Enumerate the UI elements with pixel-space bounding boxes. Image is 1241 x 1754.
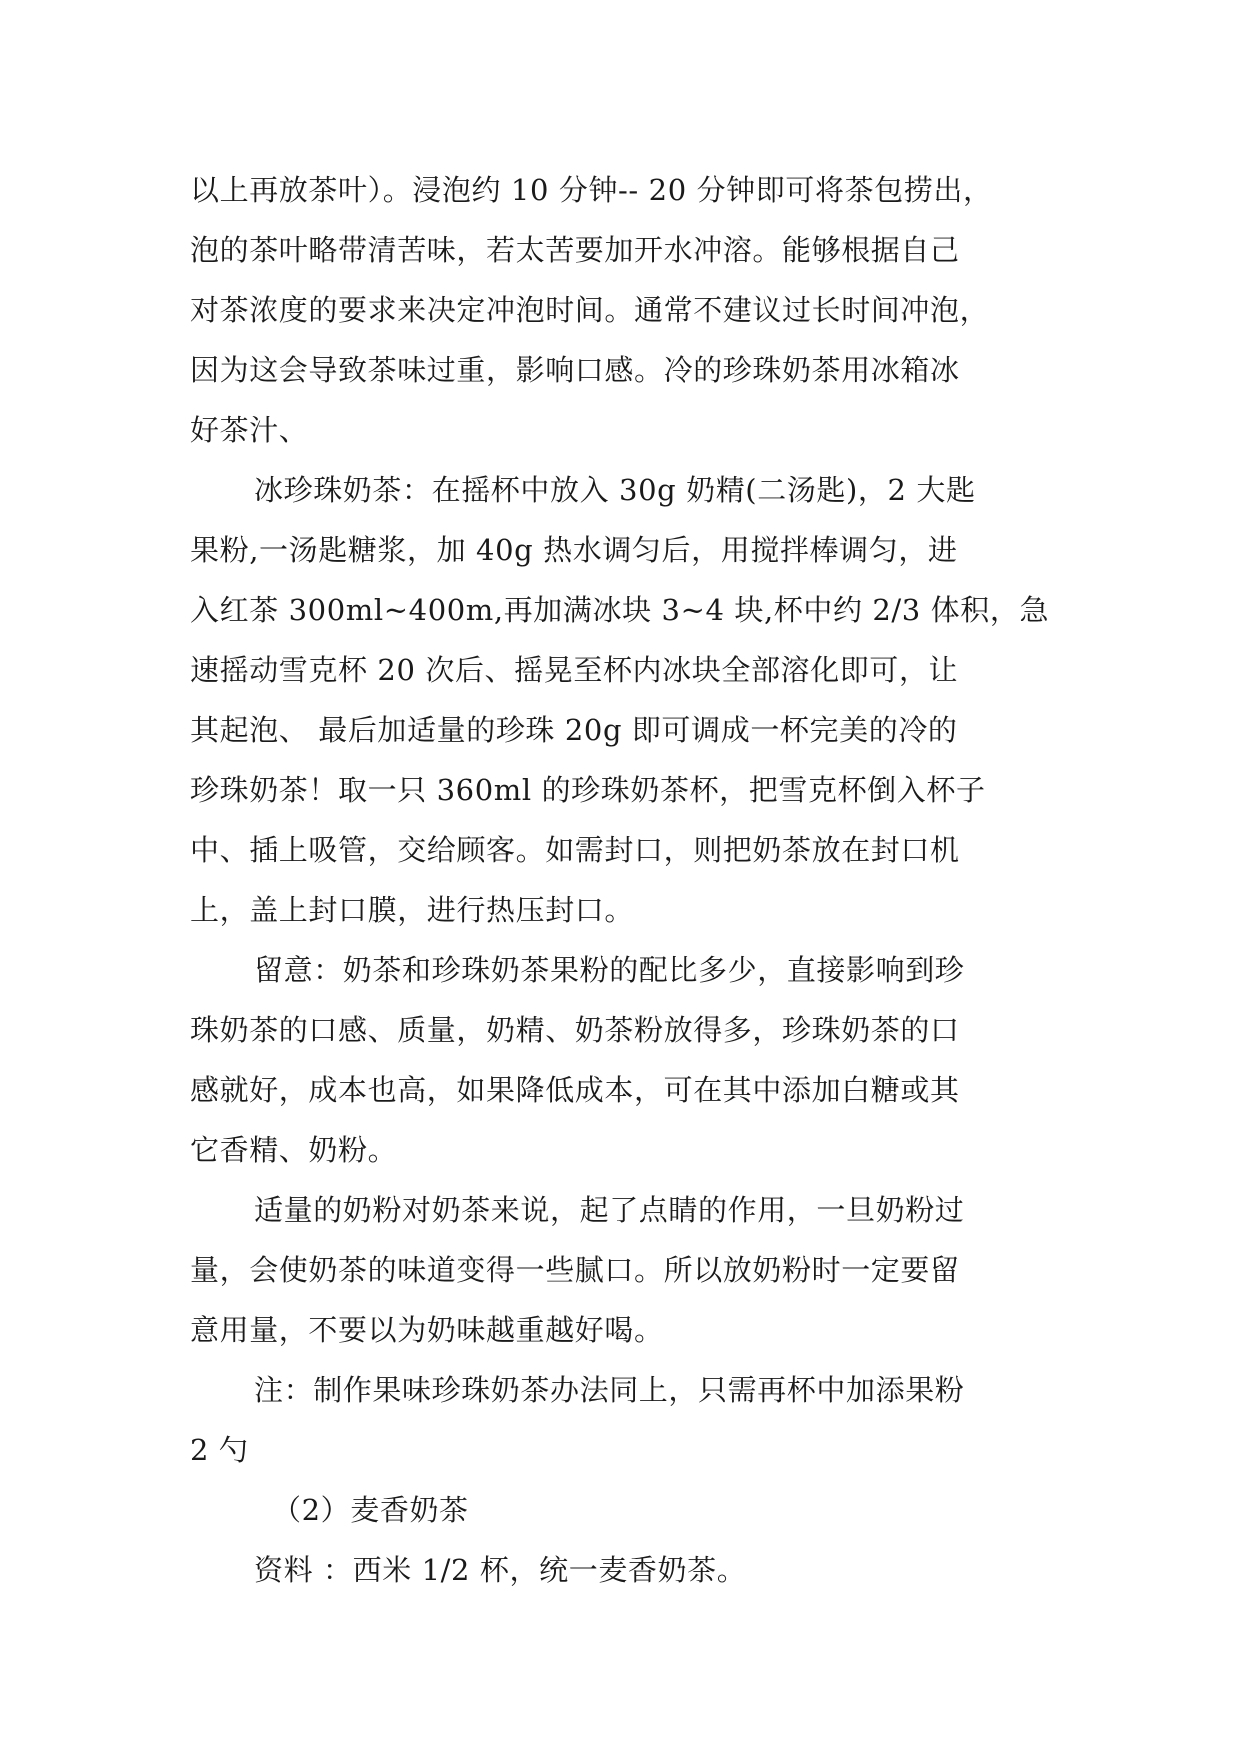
text-line: 感就好，成本也高，如果降低成本，可在其中添加白糖或其 [190,1073,960,1107]
paragraph-start-line: 冰珍珠奶茶：在摇杯中放入 30g 奶精(二汤匙)，2 大匙 [254,473,976,507]
text-line: 2 勺 [190,1433,249,1467]
text-line: 泡的茶叶略带清苦味，若太苦要加开水冲溶。能够根据自己 [190,233,960,267]
text-line: 速摇动雪克杯 20 次后、摇晃至杯内冰块全部溶化即可，让 [190,653,959,687]
text-line: 中、插上吸管，交给顾客。如需封口，则把奶茶放在封口机 [190,833,960,867]
text-line: 对茶浓度的要求来决定冲泡时间。通常不建议过长时间冲泡， [190,293,990,327]
paragraph-start-line: 留意：奶茶和珍珠奶茶果粉的配比多少，直接影响到珍 [254,953,965,987]
paragraph-start-line: 适量的奶粉对奶茶来说，起了点睛的作用，一旦奶粉过 [254,1193,965,1227]
document-body [190,160,1090,1600]
text-line: 其起泡、 最后加适量的珍珠 20g 即可调成一杯完美的冷的 [190,713,958,747]
text-line: 以上再放茶叶）。浸泡约 10 分钟-- 20 分钟即可将茶包捞出， [190,173,993,207]
paragraph-start-line: 资料 ：西米 1/2 杯，统一麦香奶茶。 [254,1553,747,1587]
text-line: 它香精、奶粉。 [190,1133,398,1167]
text-line: 果粉,一汤匙糖浆，加 40g 热水调匀后，用搅拌棒调匀，进 [190,533,958,567]
section-heading: （2）麦香奶茶 [272,1493,469,1527]
text-line: 因为这会导致茶味过重，影响口感。冷的珍珠奶茶用冰箱冰 [190,353,960,387]
text-line: 珠奶茶的口感、质量，奶精、奶茶粉放得多，珍珠奶茶的口 [190,1013,960,1047]
text-line: 好茶汁、 [190,413,309,447]
text-line: 珍珠奶茶！取一只 360ml 的珍珠奶茶杯，把雪克杯倒入杯子 [190,773,986,807]
text-line: 意用量，不要以为奶味越重越好喝。 [190,1313,664,1347]
text-line: 入红茶 300ml~400m,再加满冰块 3~4 块,杯中约 2/3 体积，急 [190,593,1050,627]
text-line: 量，会使奶茶的味道变得一些腻口。所以放奶粉时一定要留 [190,1253,960,1287]
text-line: 上，盖上封口膜，进行热压封口。 [190,893,635,927]
paragraph-start-line: 注：制作果味珍珠奶茶办法同上，只需再杯中加添果粉 [254,1373,965,1407]
